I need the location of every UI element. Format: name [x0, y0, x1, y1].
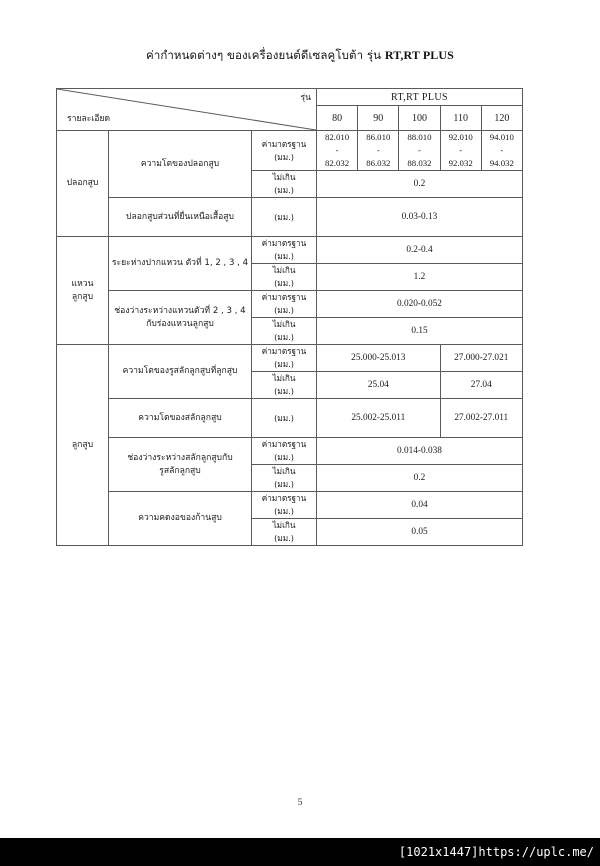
value-cell-span: 0.2 — [317, 465, 523, 492]
table-row — [57, 438, 523, 465]
row-description-line: ระยะห่างปากแหวน ตัวที่ 1, 2 , 3 , 4 — [111, 258, 249, 268]
measure-unit-label: ค่ามาตรฐาน — [261, 292, 307, 302]
measure-unit-label: ไม่เกิน — [272, 373, 296, 383]
value-dash: - — [376, 145, 380, 155]
measure-unit-cell — [252, 465, 317, 492]
row-description — [109, 237, 252, 291]
row-description — [109, 291, 252, 345]
measure-unit-cell — [252, 399, 317, 438]
measure-unit-cell — [252, 131, 317, 171]
measure-unit-cell — [252, 345, 317, 372]
model-header-80: 80 — [317, 106, 358, 131]
corner-header-cell — [57, 89, 317, 131]
measure-unit-cell — [252, 372, 317, 399]
value-cell — [358, 131, 399, 171]
value-cell-span: 0.05 — [317, 519, 523, 546]
measure-unit-suffix: (มม.) — [274, 278, 294, 288]
measure-unit-suffix: (มม.) — [274, 506, 294, 516]
specification-table — [56, 88, 523, 546]
value-cell-span: 0.04 — [317, 492, 523, 519]
value-cell-left: 25.002-25.011 — [317, 399, 441, 438]
table-row — [57, 237, 523, 264]
row-description-line: ความโตของสลักลูกสูบ — [138, 412, 222, 423]
value-cell — [481, 131, 522, 171]
value-low: 88.032 — [407, 158, 432, 168]
value-cell-span: 0.020-0.052 — [317, 291, 523, 318]
value-high: 88.010 — [407, 132, 432, 142]
group-label-line: ลูกสูบ — [71, 439, 94, 450]
group-label-piston — [57, 345, 109, 546]
group-label-cylinder-liner — [57, 131, 109, 237]
value-cell-span: 0.03-0.13 — [317, 198, 523, 237]
corner-detail-label: รายละเอียด — [67, 114, 111, 124]
value-high: 94.010 — [489, 132, 514, 142]
page-title-prefix: ค่ากำหนดต่างๆ ของเครื่องยนต์ดีเซลคูโบต้า รุ่น — [146, 48, 385, 62]
value-cell-left: 25.000-25.013 — [317, 345, 441, 372]
table-row — [57, 399, 523, 438]
table-row — [57, 291, 523, 318]
row-description-line: กับร่องแหวนลูกสูบ — [146, 318, 214, 329]
value-low: 86.032 — [366, 158, 391, 168]
value-dash: - — [335, 145, 339, 155]
value-cell-span: 0.2-0.4 — [317, 237, 523, 264]
value-cell-right: 27.04 — [440, 372, 522, 399]
row-description — [109, 131, 252, 198]
row-description-line: ช่องว่างระหว่างสลักลูกสูบกับ — [127, 452, 233, 463]
row-description — [109, 198, 252, 237]
measure-unit-label: ไม่เกิน — [272, 172, 296, 182]
value-high: 92.010 — [448, 132, 473, 142]
measure-unit-label: ค่ามาตรฐาน — [261, 439, 307, 449]
row-description — [109, 492, 252, 546]
row-description-line: ปลอกสูบส่วนที่ยื่นเหนือเสื้อสูบ — [126, 211, 234, 222]
group-label-piston-ring — [57, 237, 109, 345]
page-number: 5 — [297, 798, 303, 808]
measure-unit-suffix: (มม.) — [274, 305, 294, 315]
measure-unit-suffix: (มม.) — [274, 359, 294, 369]
measure-unit-cell — [252, 264, 317, 291]
row-description — [109, 345, 252, 399]
measure-unit-label: ค่ามาตรฐาน — [261, 493, 307, 503]
value-high: 86.010 — [366, 132, 391, 142]
value-cell-span: 0.15 — [317, 318, 523, 345]
measure-unit-cell — [252, 438, 317, 465]
value-low: 92.032 — [448, 158, 473, 168]
value-cell-span: 1.2 — [317, 264, 523, 291]
corner-model-label: รุ่น — [300, 93, 312, 103]
table-row — [57, 131, 523, 171]
value-cell-span: 0.014-0.038 — [317, 438, 523, 465]
row-description-line: ความโตของปลอกสูบ — [140, 158, 220, 169]
measure-unit-label: ไม่เกิน — [272, 466, 296, 476]
value-cell-right: 27.002-27.011 — [440, 399, 522, 438]
value-cell — [317, 131, 358, 171]
row-description — [109, 399, 252, 438]
measure-unit-suffix: (มม.) — [274, 185, 294, 195]
row-description-line: ช่องว่างระหว่างแหวนตัวที่ 2 , 3 , 4 — [114, 305, 246, 316]
model-header-90: 90 — [358, 106, 399, 131]
measure-unit-suffix: (มม.) — [274, 211, 294, 222]
value-low: 94.032 — [489, 158, 514, 168]
value-cell-right: 27.000-27.021 — [440, 345, 522, 372]
brand-header-cell: RT,RT PLUS — [317, 89, 523, 106]
table-row — [57, 345, 523, 372]
model-header-110: 110 — [440, 106, 481, 131]
measure-unit-suffix: (มม.) — [274, 251, 294, 261]
value-cell-left: 25.04 — [317, 372, 441, 399]
value-low: 82.032 — [325, 158, 350, 168]
measure-unit-cell — [252, 492, 317, 519]
value-dash: - — [418, 145, 421, 155]
value-dash: - — [500, 145, 504, 155]
value-high: 82.010 — [325, 132, 350, 142]
measure-unit-cell — [252, 519, 317, 546]
measure-unit-cell — [252, 318, 317, 345]
group-label-line: แหวน — [71, 278, 94, 289]
measure-unit-suffix: (มม.) — [274, 479, 294, 489]
model-header-100: 100 — [399, 106, 440, 131]
measure-unit-cell — [252, 291, 317, 318]
value-cell — [440, 131, 481, 171]
watermark-bar: [1021x1447]https://uplc.me/ — [0, 838, 600, 866]
measure-unit-label: ค่ามาตรฐาน — [261, 238, 307, 248]
page-title-model: RT,RT PLUS — [384, 48, 454, 62]
row-description-line: ความคดงอของก้านสูบ — [138, 513, 222, 523]
table-header-row-brand — [57, 89, 523, 106]
measure-unit-label: ค่ามาตรฐาน — [261, 346, 307, 356]
measure-unit-suffix: (มม.) — [274, 452, 294, 462]
group-label-line: ปลอกสูบ — [66, 178, 99, 188]
measure-unit-label: ค่ามาตรฐาน — [261, 138, 307, 149]
value-cell-span: 0.2 — [317, 171, 523, 198]
measure-unit-suffix: (มม.) — [274, 332, 294, 342]
value-dash: - — [459, 145, 463, 155]
measure-unit-cell — [252, 237, 317, 264]
measure-unit-suffix: (มม.) — [274, 386, 294, 396]
row-description — [109, 438, 252, 492]
measure-unit-label: ไม่เกิน — [272, 520, 296, 530]
measure-unit-suffix: (มม.) — [274, 151, 294, 162]
table-row — [57, 492, 523, 519]
value-cell — [399, 131, 440, 171]
page-title — [0, 47, 600, 63]
measure-unit-suffix: (มม.) — [274, 412, 294, 423]
measure-unit-cell — [252, 171, 317, 198]
model-header-120: 120 — [481, 106, 522, 131]
measure-unit-label: ไม่เกิน — [272, 319, 296, 329]
table-body — [57, 89, 523, 546]
measure-unit-cell — [252, 198, 317, 237]
measure-unit-label: ไม่เกิน — [272, 265, 296, 275]
group-label-line: ลูกสูบ — [71, 291, 94, 302]
measure-unit-suffix: (มม.) — [274, 533, 294, 543]
row-description-line: รูสลักลูกสูบ — [159, 465, 201, 476]
row-description-line: ความโตของรูสลักลูกสูบที่ลูกสูบ — [122, 366, 238, 376]
table-row — [57, 198, 523, 237]
